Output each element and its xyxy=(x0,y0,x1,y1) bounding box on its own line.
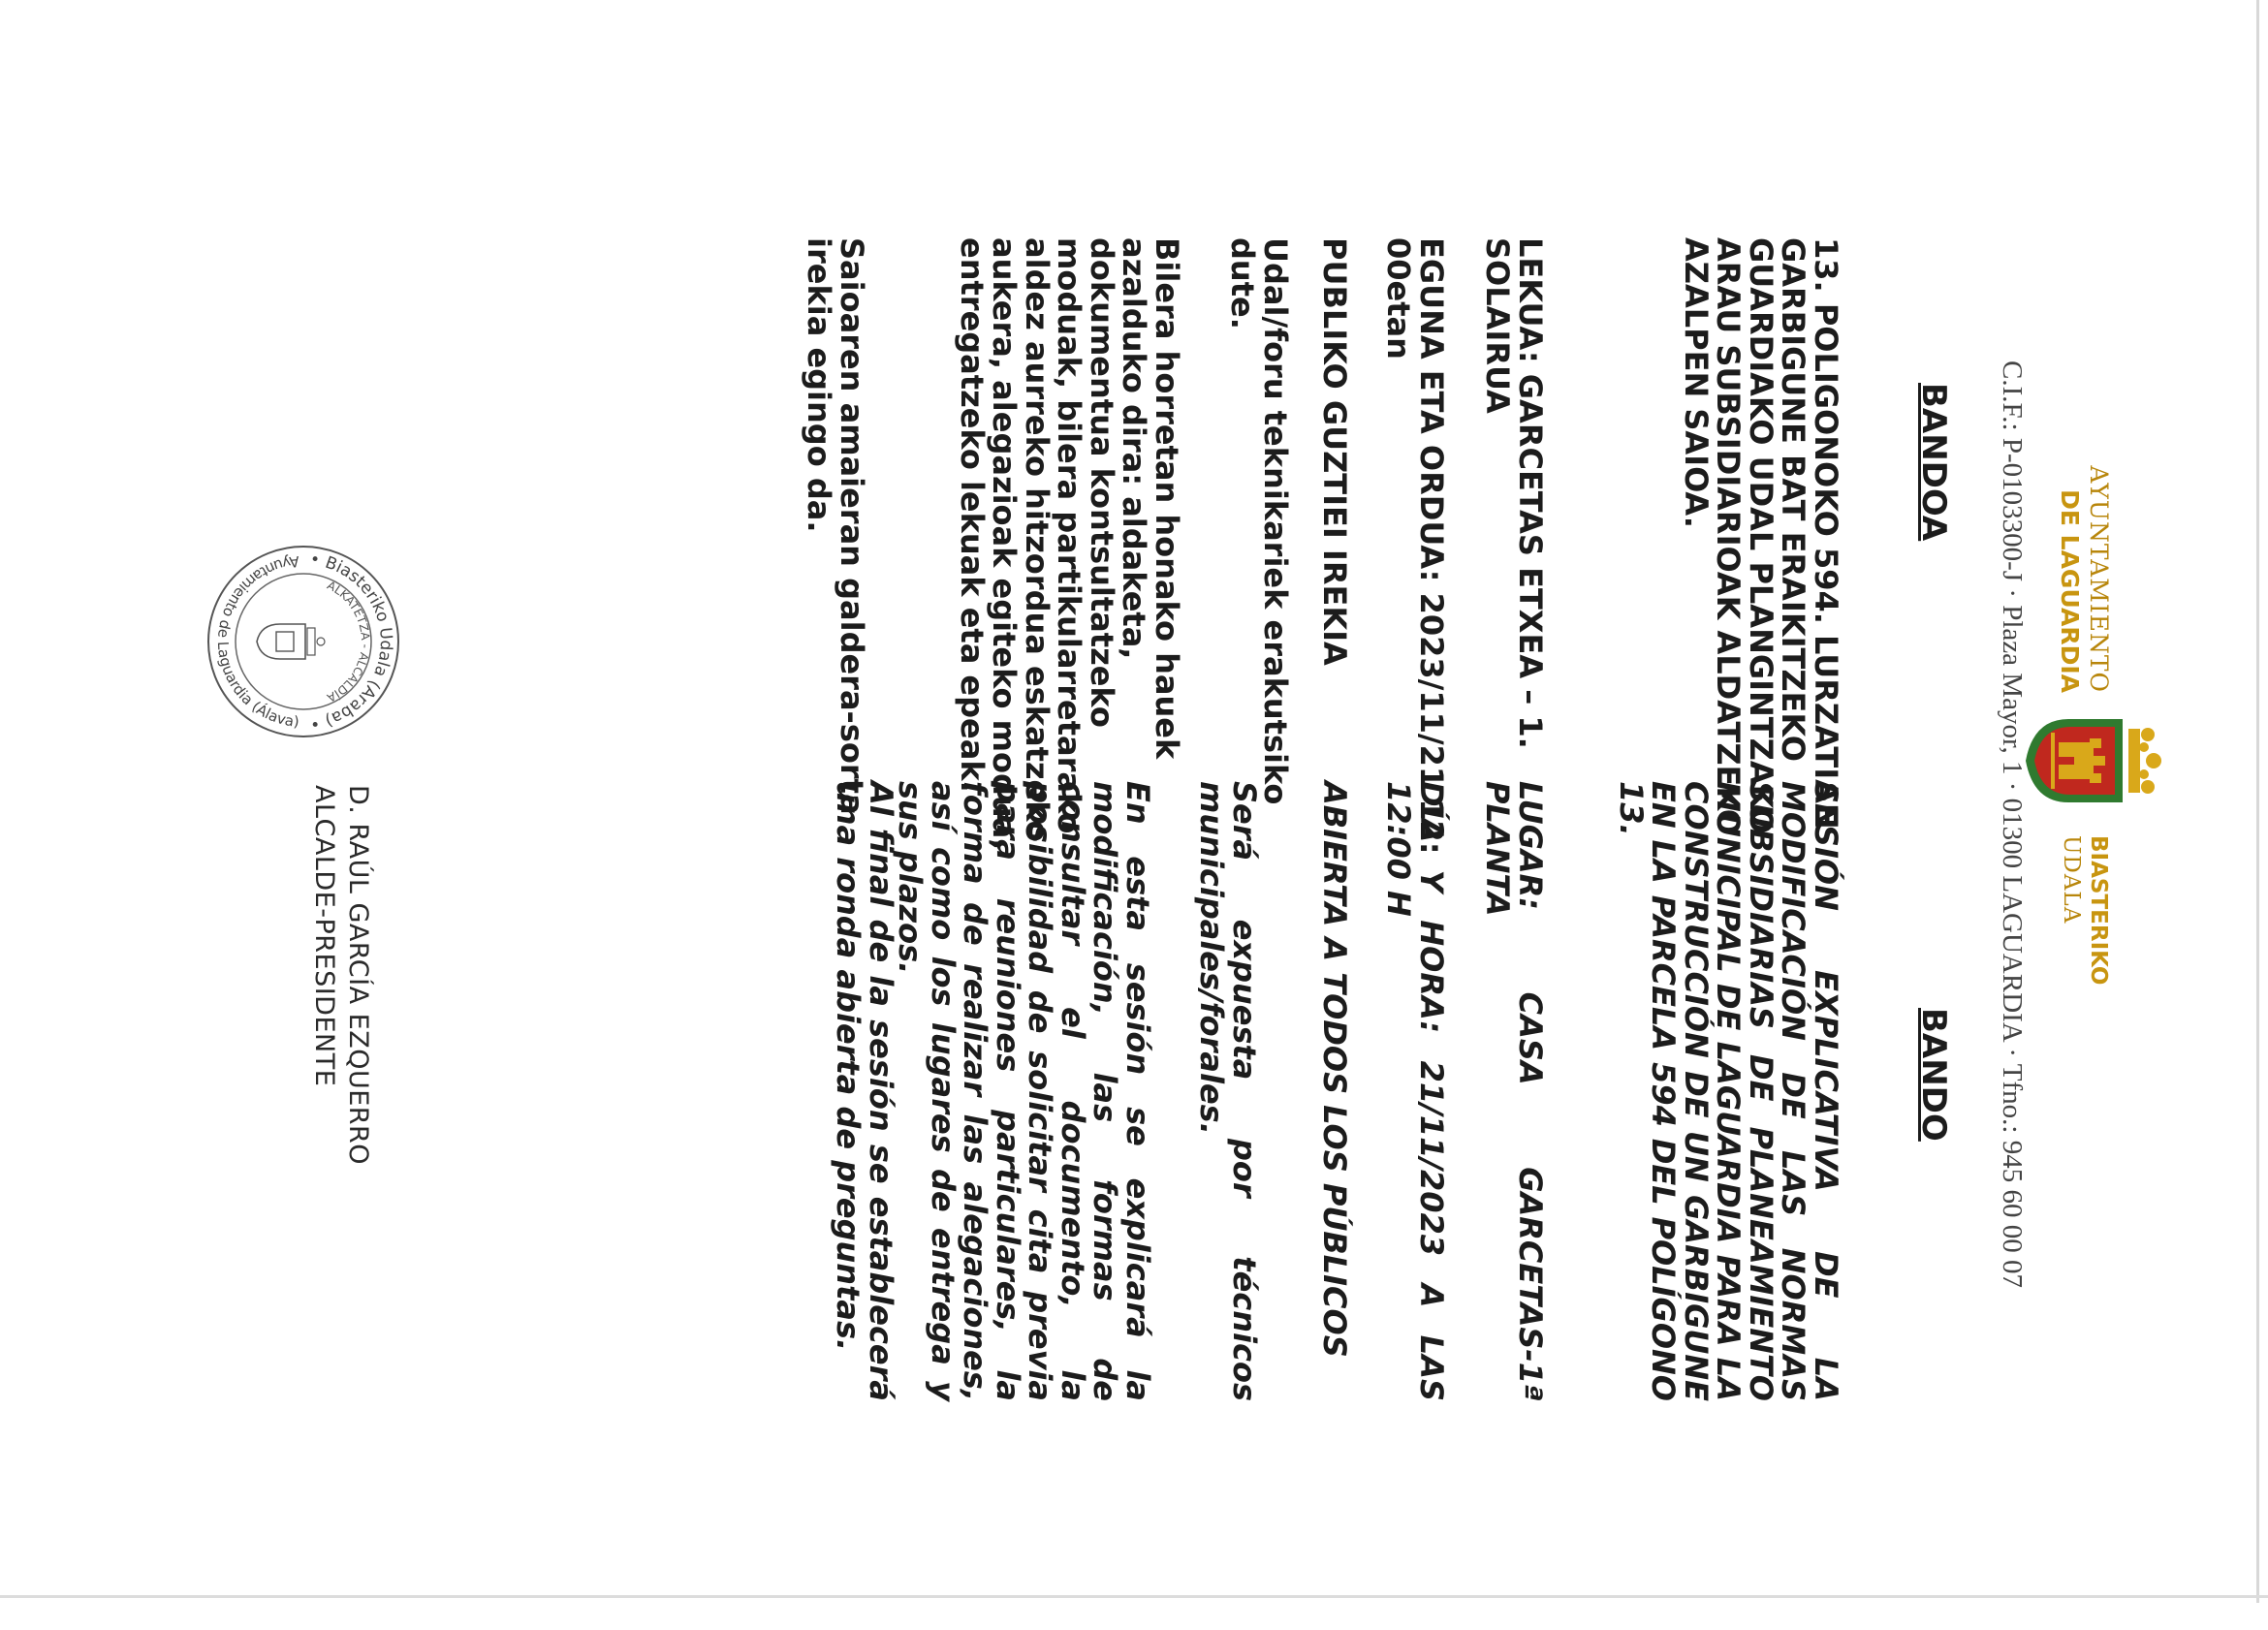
svg-text:Ayuntamiento de Laguardia (Ála: Ayuntamiento de Laguardia (Álava) xyxy=(213,552,300,731)
basque-title: BANDOA xyxy=(1914,383,1953,542)
spanish-contents-paragraph: En esta sesión se explicará la modificación, las formas de consultar el documento, la posibilidad de solicitar cita previa para reuniones particulares, la forma de realizar las alegaciones, así como los lugares de entrega y sus plazos. xyxy=(892,781,1156,1401)
header-de-laguardia-label: DE LAGUARDIA xyxy=(2056,489,2084,693)
header-udala-label: UDALA xyxy=(2059,835,2084,925)
basque-closing-paragraph: Saioaren amaieran galdera-sorta irekia egingo da. xyxy=(801,237,870,815)
basque-presenters-paragraph: Udal/foru teknikariek erakutsiko dute. xyxy=(1224,237,1294,805)
basque-contents-paragraph: Bilera horretan honako hauek azalduko dira: aldaketa, dokumentua kontsultatzeko moduak, bilera partikularretarako aldez aurreko hitzordua eskatzeko aukera, alegazioak egiteko modua, entregatzeko lekuak eta epeak. xyxy=(954,237,1185,851)
laguardia-crest-icon xyxy=(2024,707,2169,814)
spanish-heading-paragraph: SESIÓN EXPLICATIVA DE LA MODIFICACIÓN DE LAS NORMAS SUBSIDIARIAS DE PLANEAMIENTO MUNICIPAL DE LAGUARDIA PARA LA CONSTRUCCIÓN DE UN GARBIGUNE EN LA PARCELA 594 DEL POLÍGONO 13. xyxy=(1613,781,1844,1401)
basque-location-paragraph: LEKUA: GARCETAS ETXEA – 1. SOLAIRUA xyxy=(1479,237,1549,749)
spanish-public-paragraph: ABIERTA A TODOS LOS PÚBLICOS xyxy=(1316,781,1353,1358)
basque-heading-paragraph: 13. POLIGONOKO 594. LURZATIAN GARBIGUNE BAT ERAIKITZEKO GUARDIAKO UDAL PLANGINTZAKO ARAU SUBSIDIARIOAK ALDATZEKO AZALPEN SAIOA. xyxy=(1678,237,1844,835)
spanish-title: BANDO xyxy=(1914,1008,1953,1142)
header-ayuntamiento-label: AYUNTAMIENTO xyxy=(2085,465,2113,693)
official-stamp-icon xyxy=(204,543,402,741)
signatory-role: ALCALDE-PRESIDENTE xyxy=(309,785,339,1087)
spanish-presenters-paragraph: Será expuesta por técnicos municipales/forales. xyxy=(1193,781,1263,1401)
header-biasteriko-label: BIASTERIKO xyxy=(2086,835,2111,986)
basque-date-paragraph: EGUNA ETA ORDUA: 2023/11/21 12: 00etan xyxy=(1380,237,1450,855)
spanish-closing-paragraph: Al final de la sesión se establecerá una ronda abierta de preguntas. xyxy=(830,781,899,1401)
header-contact-line: C.I.F.: P-0103300-J · Plaza Mayor, 1 · 01300 LAGUARDIA · Tfno.: 945 60 00 07 xyxy=(1997,360,2028,1288)
basque-public-paragraph: PUBLIKO GUZTIEI IREKIA xyxy=(1316,237,1353,666)
svg-text:• Biasteriko Udala (Araba) •: • Biasteriko Udala (Araba) • xyxy=(308,549,396,734)
spanish-date-paragraph: DÍA Y HORA: 21/11/2023 A LAS 12:00 H xyxy=(1380,781,1450,1401)
spanish-location-paragraph: LUGAR: CASA GARCETAS-1ª PLANTA xyxy=(1479,781,1549,1401)
signatory-name: D. RAÚL GARCÍA EZQUERRO xyxy=(343,785,373,1166)
svg-text:ALKATETZA - ALCALDÍA: ALKATETZA - ALCALDÍA xyxy=(325,578,373,705)
